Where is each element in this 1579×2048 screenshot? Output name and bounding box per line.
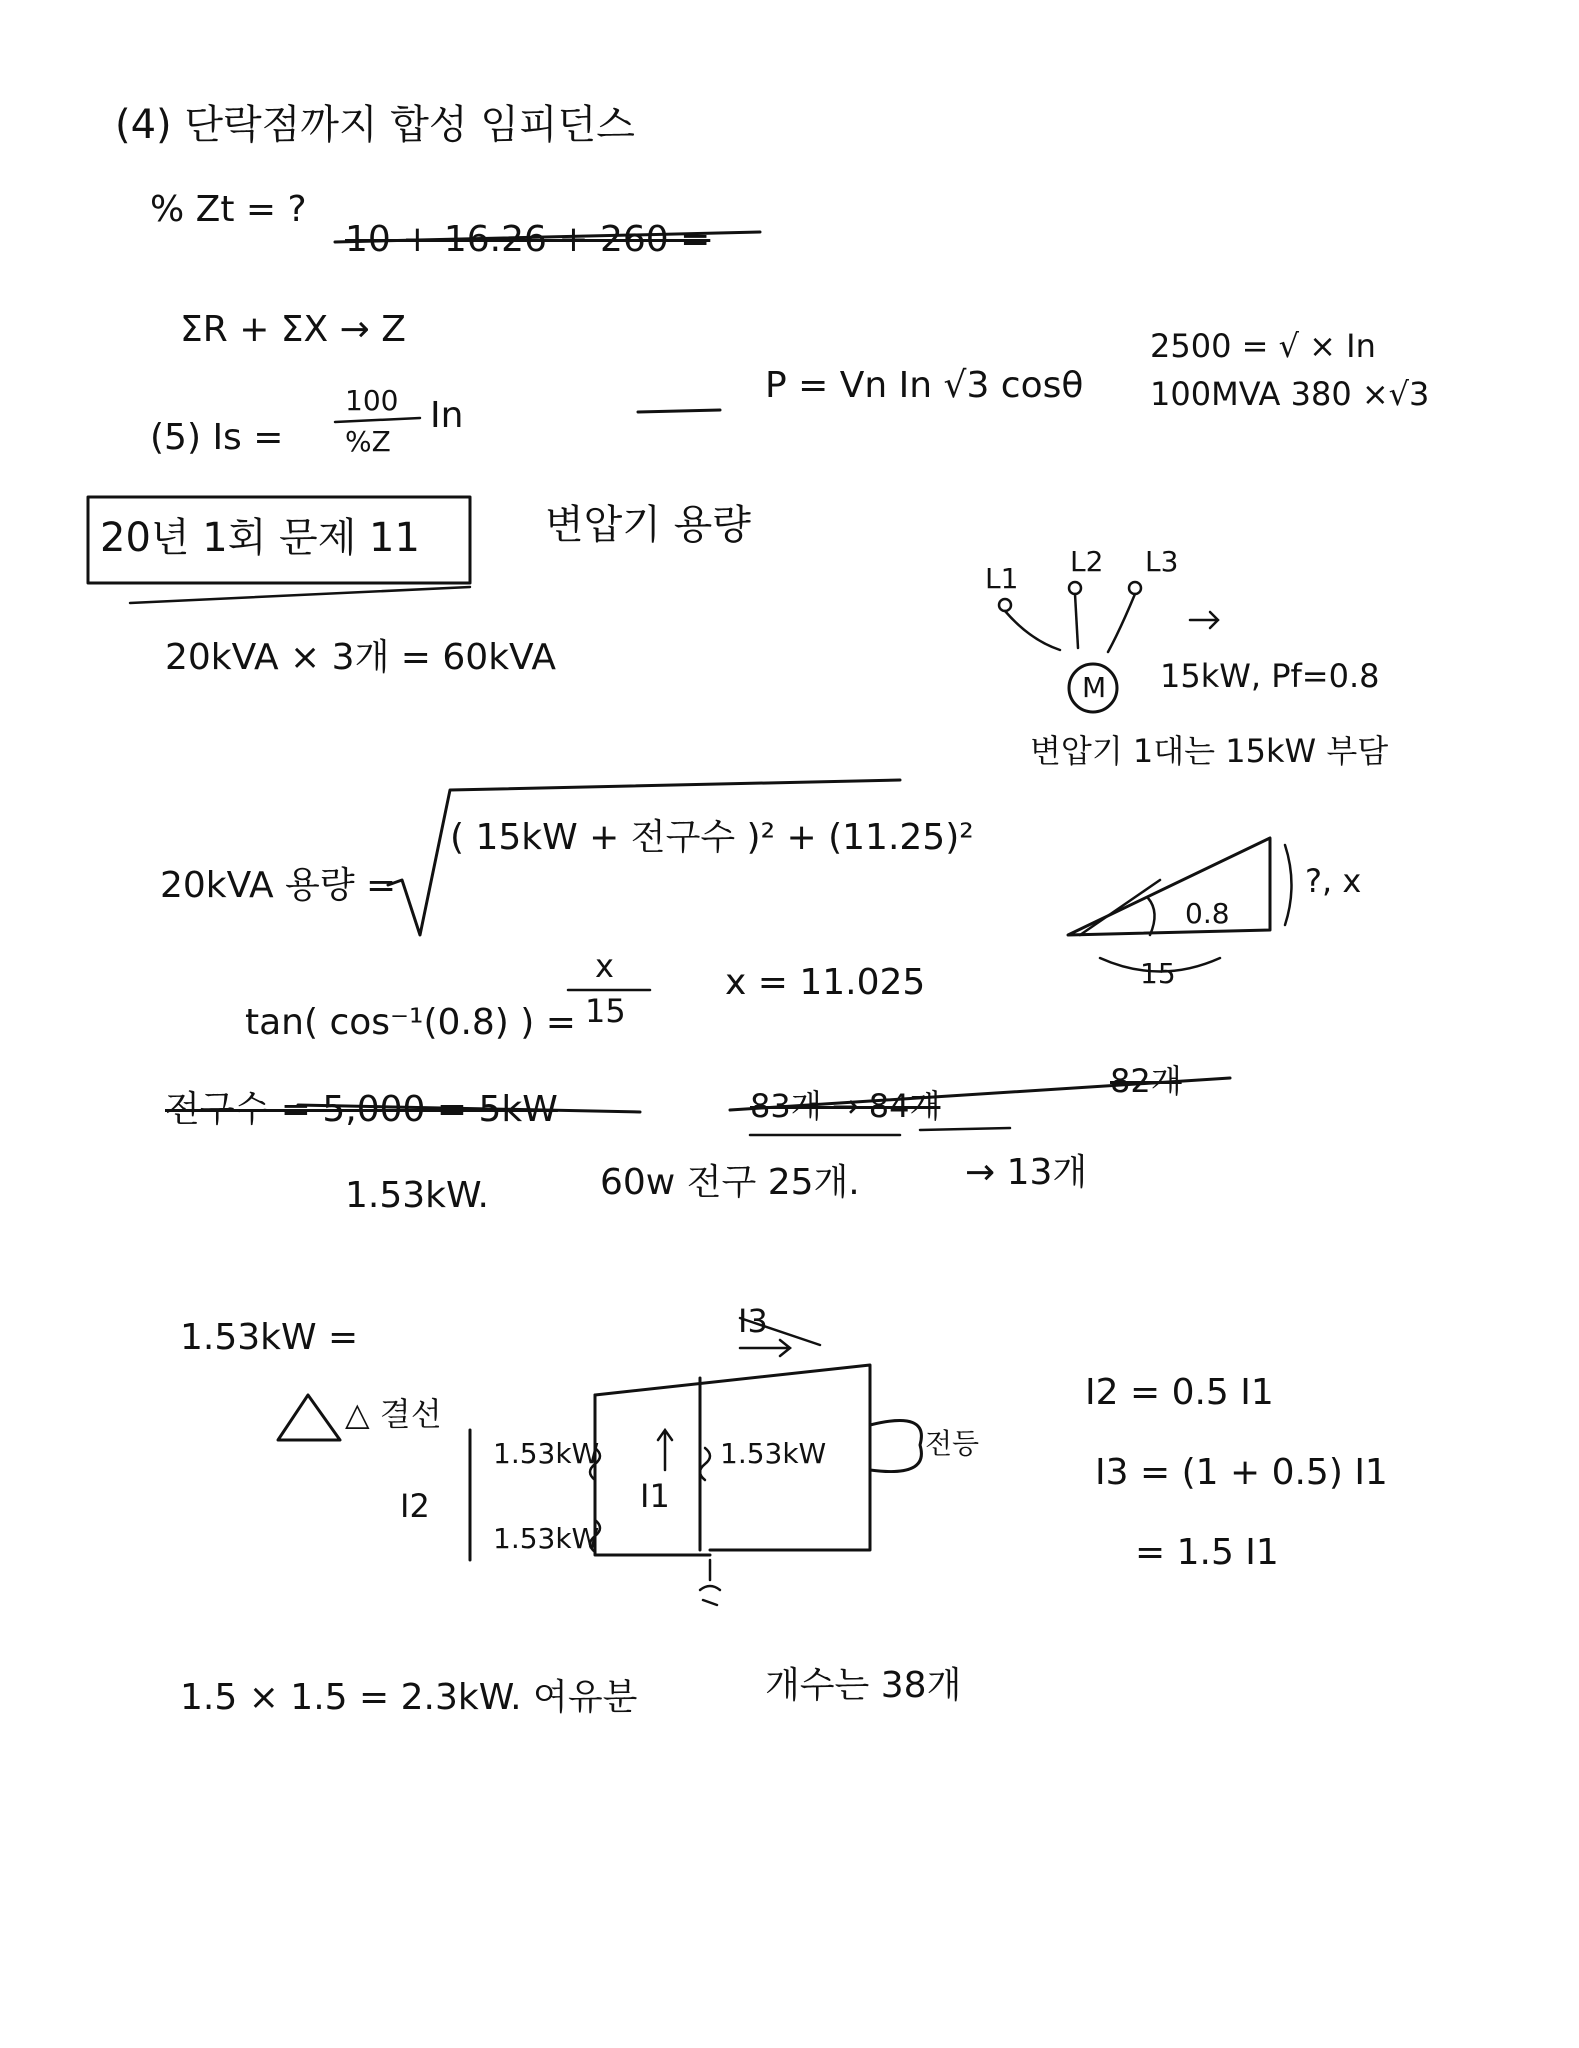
delta-icon [278,1395,340,1440]
lamp-label: 전등 [925,1427,980,1460]
motor-spec: 15kW, Pf=0.8 [1160,657,1380,695]
i3-arrow-icon [740,1340,790,1356]
i1-arrow-icon [658,1430,672,1470]
load-3: 1.53kW [720,1437,827,1470]
relation-3: = 1.5 I1 [1135,1532,1279,1573]
transformer-capacity: 변압기 용량 [545,502,751,548]
phase-dot-l2 [1069,582,1081,594]
load-1: 1.53kW [493,1437,600,1470]
relation-1: I2 = 0.5 I1 [1085,1372,1274,1413]
phase-wire-l1 [1005,611,1060,650]
q5-num: 100 [345,384,399,417]
x-value: x = 11.025 [725,962,926,1003]
final-count: 개수는 38개 [765,1665,962,1706]
triangle-base: 15 [1140,957,1176,990]
right-eq1: 2500 = √ × In [1150,327,1376,365]
struck-sum: 10 + 16.26 + 260 = [345,219,711,260]
tan-equation: tan( cos⁻¹(0.8) ) = [245,1002,576,1043]
triangle-angle: 0.8 [1185,897,1230,930]
power-formula: P = Vn In √3 cosθ [765,365,1084,406]
q5-den: %Z [345,425,391,458]
phase-l2: L2 [1070,545,1104,578]
q5-in: In [430,395,464,436]
kva-total: 20kVA × 3개 = 60kVA [165,637,556,678]
phase-dot-l3 [1129,582,1141,594]
q5-fraction-bar [335,418,420,422]
bulb-power: 1.53kW. [345,1175,489,1216]
delta-label: △ 결선 [345,1395,442,1433]
i3-label: I3 [738,1302,768,1340]
phase-l3: L3 [1145,545,1179,578]
q5-line: (5) Is = [150,417,284,458]
triangle-hatch [1080,880,1160,935]
angle-arc [1148,898,1155,935]
phase-wire-l3 [1108,594,1135,652]
struck-counts: 83개 → 84개 [750,1087,941,1125]
final-line: 1.5 × 1.5 = 2.3kW. 여유분 [180,1677,638,1718]
kw153: 1.53kW = [180,1317,359,1358]
phase-l1: L1 [985,562,1019,595]
lamp-load-icon [870,1421,921,1472]
pz-line: % Zt = ? [150,189,307,230]
phase-dot-l1 [999,599,1011,611]
q4-heading: (4) 단락점까지 합성 임피던스 [115,102,635,148]
struck-i-line [638,410,720,412]
twenty-kva-label: 20kVA 용량 = [160,865,397,906]
bulbs-struck: 전구수 = 5,000 = 5kW [165,1089,558,1130]
triangle-side: ?, x [1305,862,1362,900]
tan-den: 15 [585,992,626,1030]
right-eq2: 100MVA 380 ×√3 [1150,375,1430,413]
per-transformer: 변압기 1대는 15kW 부담 [1030,732,1389,770]
triangle-sketch [1068,838,1270,935]
struck-right: 82개 [1110,1062,1182,1100]
side-brace [1285,845,1292,925]
load-2: 1.53kW [493,1522,600,1555]
sqrt-body: ( 15kW + 전구수 )² + (11.25)² [450,817,974,858]
arrow-right-icon [1190,612,1218,628]
ground-icon [700,1560,720,1605]
counts-underline-b [920,1128,1010,1130]
boxed-title: 20년 1회 문제 11 [100,515,420,561]
motor-label: M [1082,671,1107,704]
sigma-line: ΣR + ΣX → Z [180,309,406,350]
relation-2: I3 = (1 + 0.5) I1 [1095,1452,1388,1493]
circuit-left-loop [595,1395,710,1555]
phase-wire-l2 [1075,594,1078,648]
title-underline [130,587,470,603]
i1-label: I1 [640,1477,670,1515]
i2-label: I2 [400,1487,430,1525]
per-60w: 60w 전구 25개. [600,1162,860,1203]
result-13: → 13개 [965,1152,1088,1193]
tan-num: x [595,947,614,985]
